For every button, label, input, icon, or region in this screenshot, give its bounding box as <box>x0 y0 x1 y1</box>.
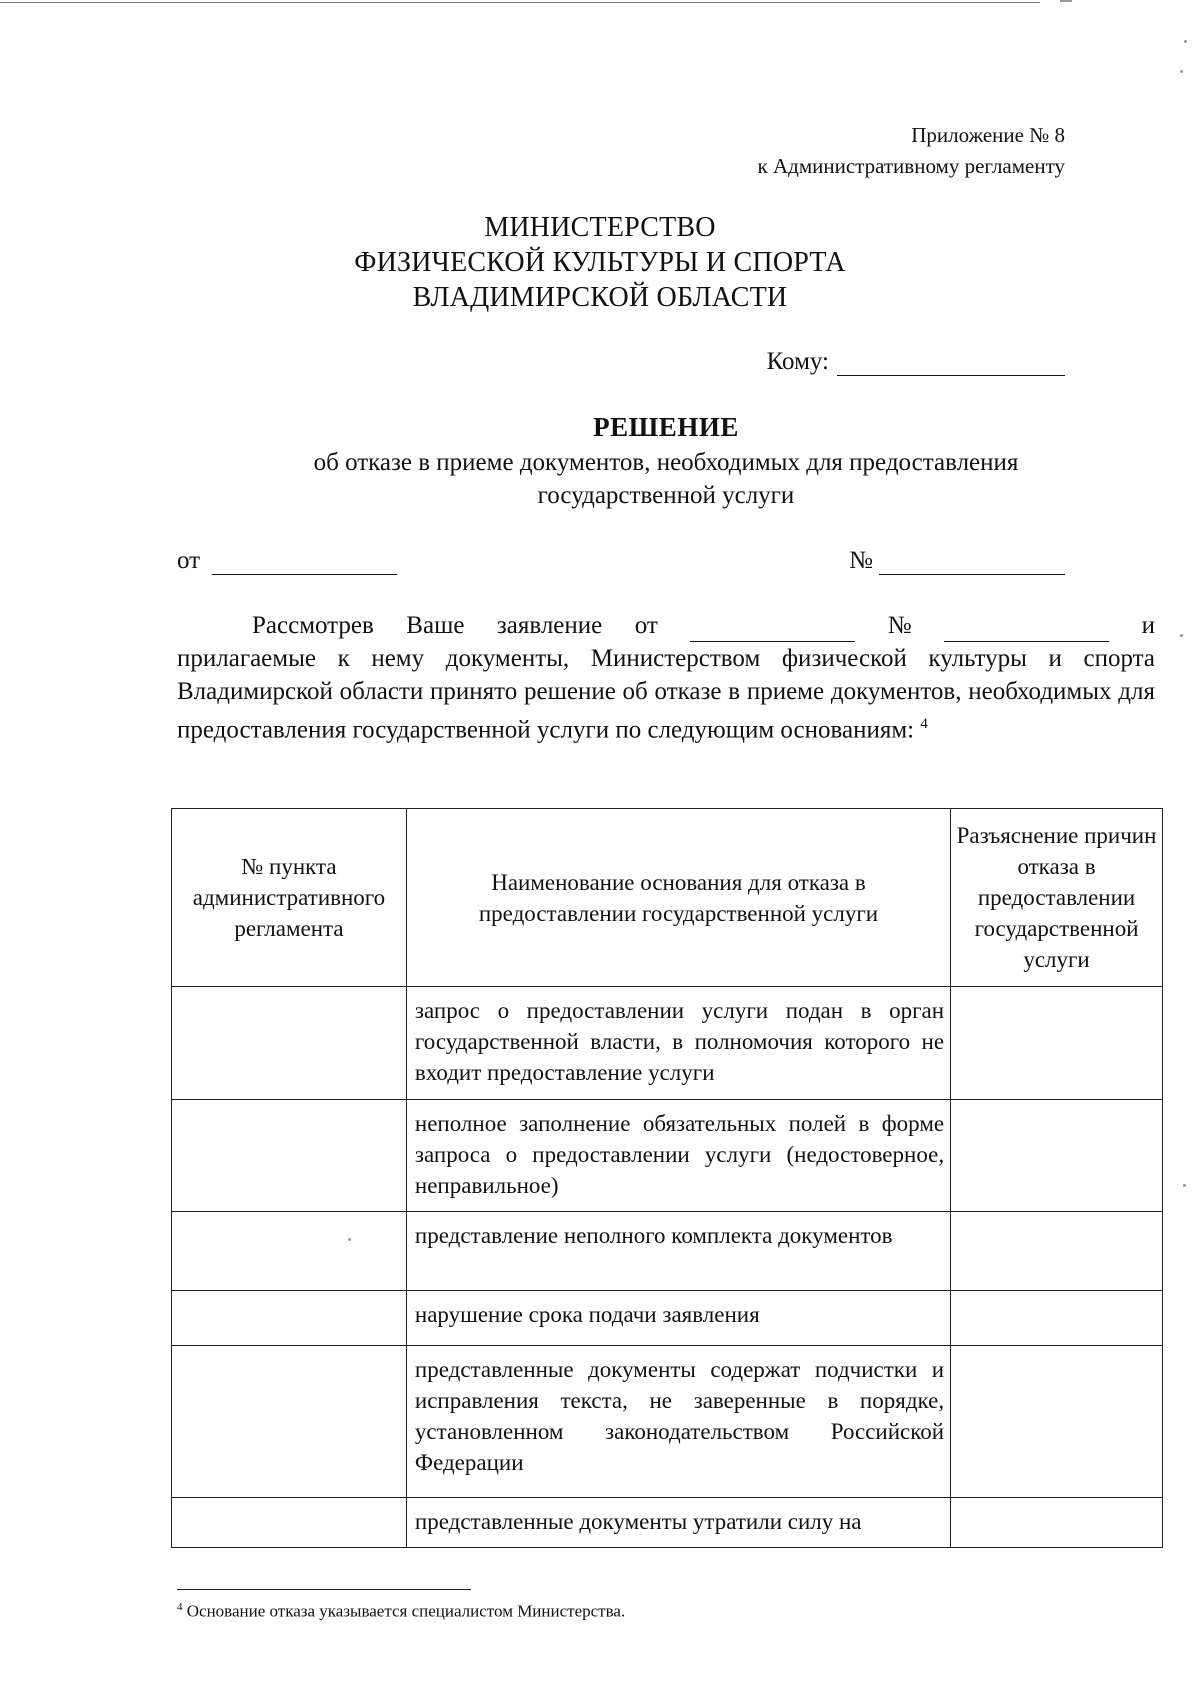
scan-speck <box>1184 40 1187 43</box>
ground-cell: представленные документы утратили силу на <box>406 1498 950 1548</box>
footnote-divider <box>177 1589 471 1590</box>
table-row <box>172 1498 1163 1548</box>
table-row <box>172 1100 1163 1212</box>
clause-number-cell[interactable] <box>172 1498 407 1548</box>
table-header-row <box>172 809 1163 987</box>
ground-cell: запрос о предоставлении услуги подан в орган государственной власти, в полномочия которого не входит предоставление услуги <box>406 987 950 1100</box>
clause-number-cell[interactable] <box>172 1346 407 1498</box>
footnote-text: Основание отказа указывается специалистом Министерства. <box>186 1601 626 1621</box>
scan-edge-mark <box>1060 0 1072 2</box>
ministry-line-1: МИНИСТЕРСТВО <box>484 212 716 243</box>
table-row <box>172 1212 1163 1291</box>
number-line <box>849 547 1065 575</box>
document-subtitle-line-1: об отказе в приеме документов, необходимых для предоставления <box>313 449 1019 476</box>
appendix-note <box>758 120 1065 182</box>
explanation-cell[interactable] <box>951 1498 1163 1548</box>
appendix-number: Приложение № 8 <box>911 123 1065 147</box>
body-word: от <box>634 612 658 639</box>
number-blank-field[interactable] <box>879 548 1065 575</box>
header-explanation: Разъяснение причин отказа в предоставлении государственной услуги <box>951 809 1163 987</box>
ministry-header <box>0 210 1200 315</box>
table-row <box>172 1346 1163 1498</box>
document-subtitle <box>0 446 1200 512</box>
date-line <box>177 547 397 575</box>
decision-body-paragraph <box>177 609 1155 746</box>
refusal-grounds-table <box>171 808 1163 1548</box>
explanation-cell[interactable] <box>951 1346 1163 1498</box>
header-ground-name: Наименование основания для отказа в предоставлении государственной услуги <box>406 809 950 987</box>
document-subtitle-line-2: государственной услуги <box>537 482 795 509</box>
body-first-line <box>177 609 1155 642</box>
table-row <box>172 1291 1163 1346</box>
footnote-marker: 4 <box>177 1601 183 1613</box>
clause-number-cell[interactable] <box>172 1212 407 1291</box>
application-date-blank[interactable] <box>690 615 855 642</box>
document-title: РЕШЕНИЕ <box>593 412 739 442</box>
clause-number-cell[interactable] <box>172 1291 407 1346</box>
number-label: № <box>849 547 873 574</box>
ground-cell: неполное заполнение обязательных полей в форме запроса о предоставлении услуги (недостоверное, неправильное) <box>406 1100 950 1212</box>
header-clause-number: № пункта административного регламента <box>172 809 407 987</box>
application-number-blank[interactable] <box>944 615 1109 642</box>
scan-edge-line <box>0 2 1040 3</box>
scan-speck <box>1180 70 1183 73</box>
date-blank-field[interactable] <box>212 548 397 575</box>
scan-speck <box>1183 1184 1186 1187</box>
explanation-cell[interactable] <box>951 1100 1163 1212</box>
ground-cell: представленные документы содержат подчистки и исправления текста, не заверенные в порядке, установленном законодательством Российской Федерации <box>406 1346 950 1498</box>
body-rest <box>177 642 1155 746</box>
recipient-label: Кому: <box>766 348 829 375</box>
clause-number-cell[interactable] <box>172 1100 407 1212</box>
ministry-line-2: ФИЗИЧЕСКОЙ КУЛЬТУРЫ И СПОРТА <box>354 247 846 278</box>
explanation-cell[interactable] <box>951 1291 1163 1346</box>
ground-cell: представление неполного комплекта документов <box>406 1212 950 1291</box>
date-label: от <box>177 547 201 574</box>
body-word: Рассмотрев <box>252 612 374 639</box>
recipient-blank-field[interactable] <box>837 349 1065 376</box>
scan-speck <box>1180 634 1183 637</box>
body-word: заявление <box>496 612 603 639</box>
ground-cell: нарушение срока подачи заявления <box>406 1291 950 1346</box>
body-word: № <box>887 612 912 639</box>
footnote <box>177 1601 625 1622</box>
table-row <box>172 987 1163 1100</box>
body-word: и <box>1141 612 1155 639</box>
clause-number-cell[interactable] <box>172 987 407 1100</box>
body-word: Ваше <box>406 612 465 639</box>
body-rest-text: прилагаемые к нему документы, Министерством физической культуры и спорта Владимирской области принято решение об отказе в приеме документов, необходимых для предоставления государственной услуги по следующим основаниям: <box>177 645 1155 744</box>
recipient-line <box>767 348 1065 376</box>
explanation-cell[interactable] <box>951 1212 1163 1291</box>
explanation-cell[interactable] <box>951 987 1163 1100</box>
ministry-line-3: ВЛАДИМИРСКОЙ ОБЛАСТИ <box>412 282 788 313</box>
footnote-reference: 4 <box>920 716 928 732</box>
appendix-reference: к Административному регламенту <box>757 154 1065 178</box>
